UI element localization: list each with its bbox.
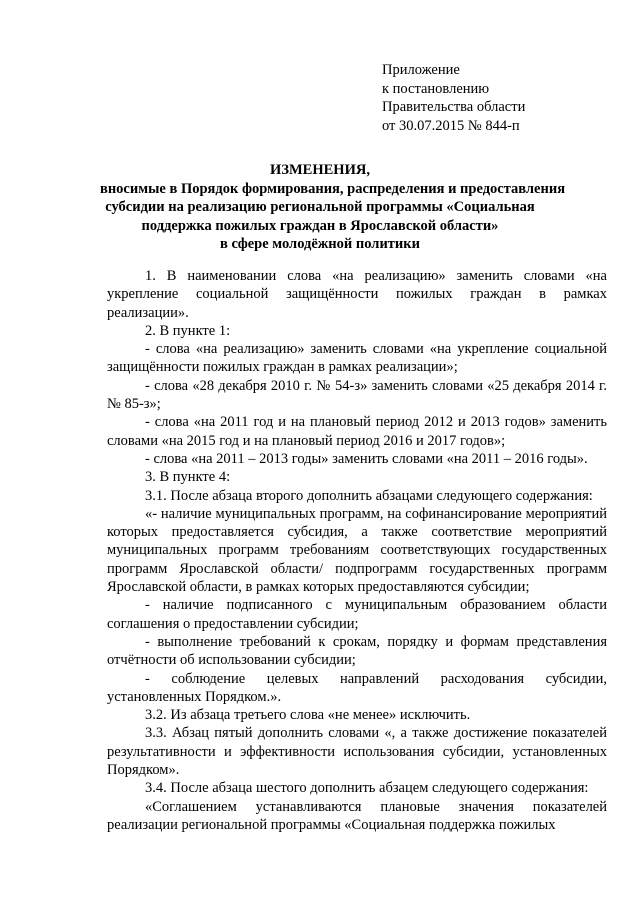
document-title: ИЗМЕНЕНИЯ,: [270, 162, 370, 178]
appendix-line: Правительства области: [382, 99, 526, 115]
heading-line: вносимые в Порядок формирования, распределения и предоставления: [100, 180, 566, 197]
paragraph: «Соглашением устанавливаются плановые значения показателей реализации региональной программы «Социальная поддержка пожилых: [107, 798, 607, 833]
appendix-line: Приложение: [382, 62, 460, 78]
paragraph: - выполнение требований к срокам, порядку и формам представления отчётности об использовании субсидии;: [107, 633, 607, 669]
paragraph: - соблюдение целевых направлений расходования субсидии, установленных Порядком.».: [107, 670, 607, 705]
paragraph: - наличие подписанного с муниципальным образованием области соглашения о предоставлении субсидии;: [107, 597, 607, 632]
paragraph: - слова «на 2011 год и на плановый период 2012 и 2013 годов» заменить словами «на 2015 год и на плановый период 2016 и 2017 годов»;: [107, 414, 607, 449]
paragraph: 3.4. После абзаца шестого дополнить абзацем следующего содержания:: [145, 780, 589, 797]
document-body: [107, 267, 607, 834]
appendix-date-number: от 30.07.2015 № 844-п: [382, 117, 520, 134]
paragraph: 1. В наименовании слова «на реализацию» заменить словами «на укрепление социальной защищённости пожилых граждан в рамках реализации».: [107, 268, 607, 321]
paragraph: 3.1. После абзаца второго дополнить абзацами следующего содержания:: [145, 487, 593, 504]
paragraph: 2. В пункте 1:: [145, 322, 231, 339]
paragraph: - слова «на реализацию» заменить словами «на укрепление социальной защищённости пожилых граждан в рамках реализации»;: [107, 341, 607, 376]
appendix-block: [382, 61, 525, 135]
heading-line: в сфере молодёжной политики: [220, 236, 420, 252]
paragraph: - слова «28 декабря 2010 г. № 54-з» заменить словами «25 декабря 2014 г. № 85-з»;: [107, 377, 607, 413]
appendix-line: к постановлению: [382, 80, 490, 97]
paragraph: - слова «на 2011 – 2013 годы» заменить словами «на 2011 – 2016 годы».: [145, 450, 588, 467]
heading-line: субсидии на реализацию региональной программы «Социальная: [105, 199, 535, 215]
document-heading: [100, 161, 566, 254]
paragraph: «- наличие муниципальных программ, на софинансирование мероприятий которых предоставляется субсидия, а также соответствие мероприятий муниципальных программ требованиям соответствующих государственных программ Ярославской области/ подпрограмм государственных программ Ярославской области, в рамках которых предоставляются субсидии;: [107, 505, 607, 596]
paragraph: 3.3. Абзац пятый дополнить словами «, а также достижение показателей результативности и эффективности использования субсидии, установленных Порядком».: [107, 725, 607, 779]
heading-line: поддержка пожилых граждан в Ярославской области»: [141, 217, 499, 234]
paragraph: 3.2. Из абзаца третьего слова «не менее» исключить.: [145, 707, 471, 724]
paragraph: 3. В пункте 4:: [145, 469, 231, 486]
